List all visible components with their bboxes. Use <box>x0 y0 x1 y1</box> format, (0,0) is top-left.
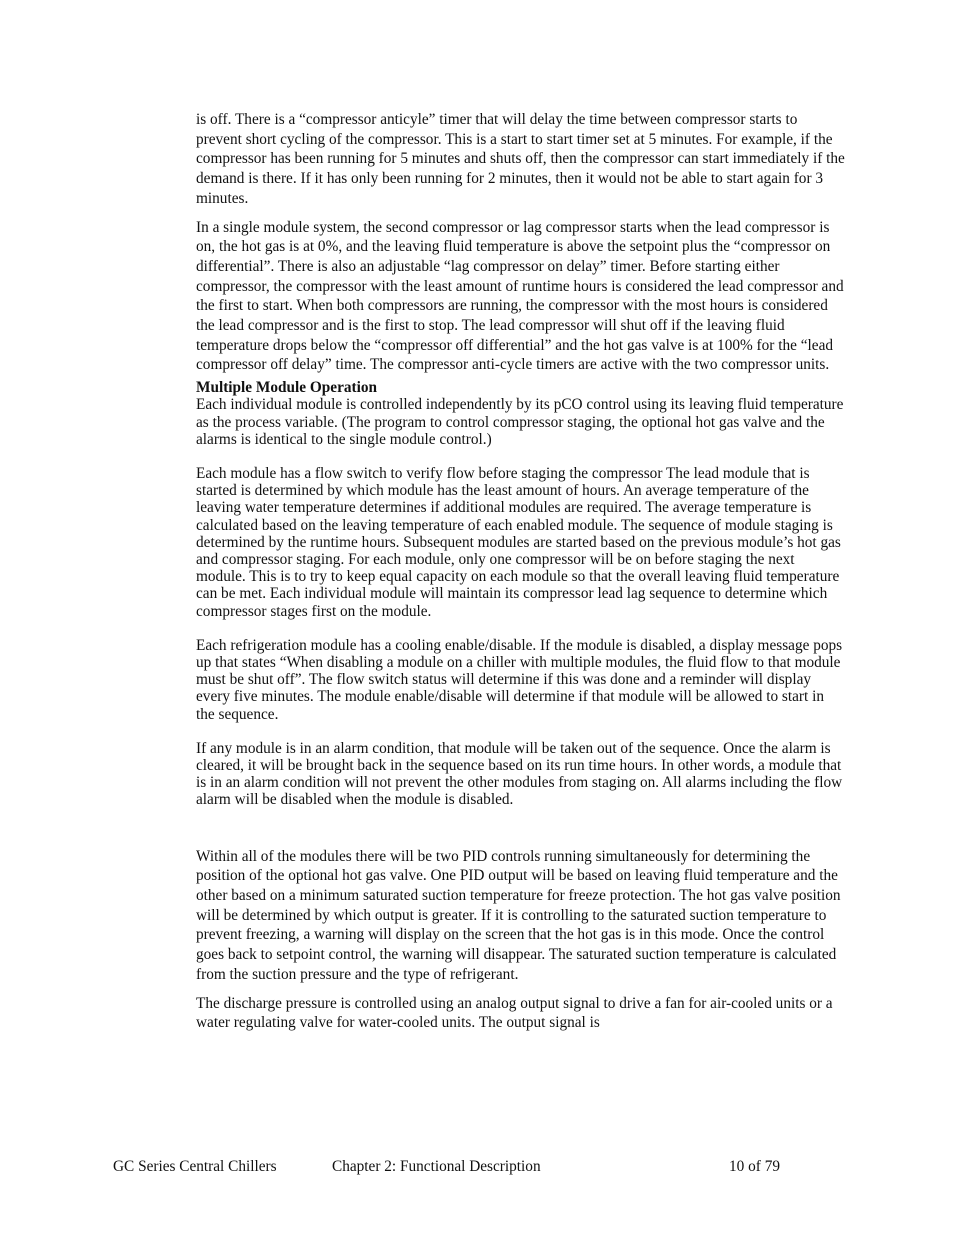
paragraph-flow-switch-staging: Each module has a flow switch to verify flow before staging the compressor The lead module that is started is determined by which module has the least amount of hours. An average temperature of the leaving water temperature determines if additional modules are required. The average temperature is calculated based on the leaving temperature of each enabled module. The sequence of module staging is determined by the runtime hours. Subsequent modules are started based on the previous module’s hot gas and compressor staging. For each module, only one compressor will be on before staging the next module. This is to try to keep equal capacity on each module so that the overall leaving fluid temperature can be met. Each individual module will maintain its compressor lead lag sequence to determine which compressor stages first on the module. <box>196 464 841 620</box>
document-body <box>196 110 846 1033</box>
paragraph-module-independent-control: Each individual module is controlled independently by its pCO control using its leaving fluid temperature as the process variable. (The program to control compressor staging, the optional hot gas valve and the alarms is identical to the single module control.) <box>196 396 844 448</box>
paragraph-alarm-condition: If any module is in an alarm condition, that module will be taken out of the sequence. Once the alarm is cleared, it will be brought back in the sequence based on its run time hours. In other words, a module that is in an alarm condition will not prevent the other modules from staging on. All alarms including the flow alarm will be disabled when the module is disabled. <box>196 739 843 809</box>
paragraph-cooling-enable-disable: Each refrigeration module has a cooling enable/disable. If the module is disabled, a display message pops up that states “When disabling a module on a chiller with multiple modules, the fluid flow to that module must be shut off”. The flow switch status will determine if this was done and a reminder will display every five minutes. The module enable/disable will determine if that module will be allowed to start in the sequence. <box>196 636 843 723</box>
heading-multiple-module-operation: Multiple Module Operation <box>196 379 378 397</box>
footer-page-number: 10 of 79 <box>729 1158 780 1175</box>
footer-series-name: GC Series Central Chillers <box>113 1158 277 1175</box>
paragraph-single-module-lag: In a single module system, the second compressor or lag compressor starts when the lead compressor is on, the hot gas is at 0%, and the leaving fluid temperature is above the setpoint plus the “compressor on differential”. There is also an adjustable “lag compressor on delay” timer. Before starting either compressor, the compressor with the least amount of runtime hours is considered the lead compressor and the first to start. When both compressors are running, the compressor with the most hours is considered the lead compressor and is the first to stop. The lead compressor will shut off if the leaving fluid temperature drops below the “compressor off differential” and the hot gas valve is at 100% for the “lead compressor off delay” time. The compressor anti-cycle timers are active with the two compressor units. <box>196 218 844 374</box>
paragraph-anticycle-timer: is off. There is a “compressor anticyle” timer that will delay the time between compressor starts to prevent short cycling of the compressor. This is a start to start timer set at 5 minutes. For example, if the compressor has been running for 5 minutes and shuts off, then the compressor can start immediately if the demand is there. If it has only been running for 2 minutes, then it would not be able to start again for 3 minutes. <box>196 111 845 207</box>
footer-chapter-title: Chapter 2: Functional Description <box>332 1158 541 1175</box>
page-footer <box>0 1157 954 1179</box>
paragraph-pid-hot-gas-valve: Within all of the modules there will be two PID controls running simultaneously for determining the position of the optional hot gas valve. One PID output will be based on leaving fluid temperature and the other based on a minimum saturated suction temperature for freeze protection. The hot gas valve position will be determined by which output is greater. If it is controlling to the saturated suction temperature to prevent freezing, a warning will display on the screen that the hot gas is in this mode. Once the control goes back to setpoint control, the warning will disappear. The saturated suction temperature is calculated from the suction pressure and the type of refrigerant. <box>196 847 841 983</box>
paragraph-discharge-pressure: The discharge pressure is controlled using an analog output signal to drive a fan for air-cooled units or a water regulating valve for water-cooled units. The output signal is <box>196 994 833 1032</box>
